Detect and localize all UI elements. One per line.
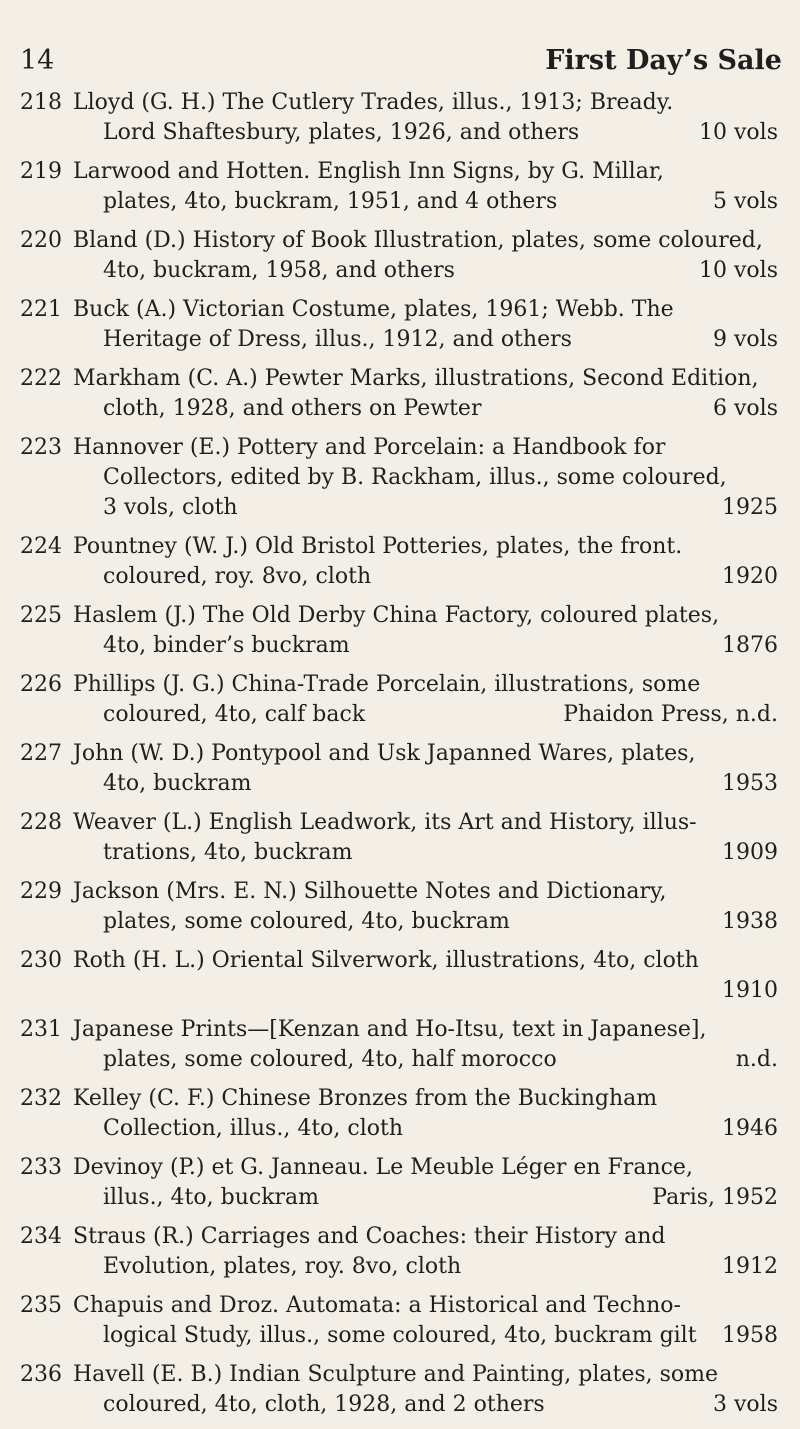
lot-details: cloth, 1928, and others on Pewter bbox=[103, 396, 482, 421]
lot-detail-line bbox=[73, 631, 778, 661]
lot-entry bbox=[0, 670, 800, 730]
lot-details: Collection, illus., 4to, cloth bbox=[103, 1116, 403, 1141]
lot-description-line: Havell (E. B.) Indian Sculpture and Painting, plates, some bbox=[73, 1362, 719, 1387]
lot-detail-line bbox=[73, 907, 778, 937]
lot-description-line: Pountney (W. J.) Old Bristol Potteries, plates, the front. bbox=[73, 534, 683, 559]
lot-description-line: Phillips (J. G.) China-Trade Porcelain, illustrations, some bbox=[73, 672, 701, 697]
page-number: 14 bbox=[20, 45, 55, 76]
lot-detail-line bbox=[73, 562, 778, 592]
lot-details: Lord Shaftesbury, plates, 1926, and others bbox=[103, 120, 580, 145]
lot-entry bbox=[0, 946, 800, 1006]
lot-details: trations, 4to, buckram bbox=[103, 840, 353, 865]
lot-number: 224 bbox=[20, 534, 62, 559]
lot-detail-line bbox=[73, 1183, 778, 1213]
lot-description-line: Larwood and Hotten. English Inn Signs, by G. Millar, bbox=[73, 159, 664, 184]
lot-description-line: Bland (D.) History of Book Illustration, plates, some coloured, bbox=[73, 228, 763, 253]
lot-number: 228 bbox=[20, 810, 62, 835]
lot-quantity: 1920 bbox=[722, 564, 778, 589]
lot-quantity: n.d. bbox=[735, 1047, 778, 1072]
lot-details: plates, some coloured, 4to, half morocco bbox=[103, 1047, 557, 1072]
lot-number: 233 bbox=[20, 1155, 62, 1180]
lot-entry bbox=[0, 1153, 800, 1213]
lot-detail-line bbox=[73, 838, 778, 868]
lot-entry bbox=[0, 88, 800, 148]
page-header bbox=[0, 0, 800, 80]
lot-details: 4to, buckram bbox=[103, 771, 252, 796]
lot-entry bbox=[0, 1015, 800, 1075]
lot-number: 230 bbox=[20, 948, 62, 973]
lot-detail-line bbox=[73, 325, 778, 355]
lot-details: 4to, buckram, 1958, and others bbox=[103, 258, 455, 283]
lot-detail-line bbox=[73, 493, 778, 523]
lot-details: coloured, roy. 8vo, cloth bbox=[103, 564, 372, 589]
lot-details: plates, some coloured, 4to, buckram bbox=[103, 909, 510, 934]
lot-number: 235 bbox=[20, 1293, 62, 1318]
lot-description-line: Collectors, edited by B. Rackham, illus., some coloured, bbox=[103, 465, 727, 490]
lot-description-line: Buck (A.) Victorian Costume, plates, 1961; Webb. The bbox=[73, 297, 674, 322]
lot-detail-line bbox=[73, 1252, 778, 1282]
lot-entry bbox=[0, 1360, 800, 1420]
lot-entry bbox=[0, 226, 800, 286]
lot-detail-line bbox=[73, 256, 778, 286]
lot-number: 218 bbox=[20, 90, 62, 115]
lot-details: 4to, binder’s buckram bbox=[103, 633, 350, 658]
lot-detail-line bbox=[73, 1114, 778, 1144]
lot-number: 231 bbox=[20, 1017, 62, 1042]
lot-quantity: 1909 bbox=[722, 840, 778, 865]
lot-description-line: Kelley (C. F.) Chinese Bronzes from the Buckingham bbox=[73, 1086, 658, 1111]
lot-entry bbox=[0, 433, 800, 523]
lot-number: 229 bbox=[20, 879, 62, 904]
lot-quantity: 6 vols bbox=[713, 396, 778, 421]
lot-quantity: 1912 bbox=[722, 1254, 778, 1279]
lot-details: logical Study, illus., some coloured, 4to, buckram gilt bbox=[103, 1323, 697, 1348]
lot-entry bbox=[0, 739, 800, 799]
lot-entry bbox=[0, 1222, 800, 1282]
lot-entry bbox=[0, 157, 800, 217]
lot-detail-line bbox=[73, 769, 778, 799]
lot-number: 225 bbox=[20, 603, 62, 628]
lot-description-line: Weaver (L.) English Leadwork, its Art and History, illus- bbox=[73, 810, 697, 835]
lot-details: plates, 4to, buckram, 1951, and 4 others bbox=[103, 189, 558, 214]
lot-quantity: 1925 bbox=[722, 495, 778, 520]
lot-description-line: Haslem (J.) The Old Derby China Factory, coloured plates, bbox=[73, 603, 720, 628]
running-title: First Day’s Sale bbox=[545, 45, 782, 76]
lot-description-line: Chapuis and Droz. Automata: a Historical and Techno- bbox=[73, 1293, 681, 1318]
lot-description-line: Markham (C. A.) Pewter Marks, illustrations, Second Edition, bbox=[73, 366, 759, 391]
lot-entry bbox=[0, 601, 800, 661]
lot-description-line: Japanese Prints—[Kenzan and Ho-Itsu, text in Japanese], bbox=[73, 1017, 707, 1042]
lot-entry bbox=[0, 1291, 800, 1351]
lot-description-line: John (W. D.) Pontypool and Usk Japanned Wares, plates, bbox=[73, 741, 696, 766]
lot-detail-line bbox=[73, 1321, 778, 1351]
lot-details: 3 vols, cloth bbox=[103, 495, 238, 520]
lot-number: 223 bbox=[20, 435, 62, 460]
lot-description-line: Jackson (Mrs. E. N.) Silhouette Notes and Dictionary, bbox=[73, 879, 667, 904]
lot-entry bbox=[0, 877, 800, 937]
lot-details: illus., 4to, buckram bbox=[103, 1185, 320, 1210]
lot-quantity: 10 vols bbox=[699, 258, 778, 283]
lot-detail-line bbox=[73, 1390, 778, 1420]
lot-quantity: Phaidon Press, n.d. bbox=[563, 702, 778, 727]
lot-description-line: Roth (H. L.) Oriental Silverwork, illustrations, 4to, cloth bbox=[73, 948, 699, 973]
lot-description-line: Hannover (E.) Pottery and Porcelain: a Handbook for bbox=[73, 435, 666, 460]
lot-details: coloured, 4to, cloth, 1928, and 2 others bbox=[103, 1392, 545, 1417]
lot-quantity: 1953 bbox=[722, 771, 778, 796]
lot-detail-line bbox=[73, 118, 778, 148]
lot-number: 232 bbox=[20, 1086, 62, 1111]
lot-number: 226 bbox=[20, 672, 62, 697]
lot-detail-line bbox=[73, 394, 778, 424]
lot-number: 219 bbox=[20, 159, 62, 184]
lot-number: 222 bbox=[20, 366, 62, 391]
lot-number: 227 bbox=[20, 741, 62, 766]
lot-details: Heritage of Dress, illus., 1912, and others bbox=[103, 327, 572, 352]
lot-number: 221 bbox=[20, 297, 62, 322]
lot-description-line: Lloyd (G. H.) The Cutlery Trades, illus., 1913; Bready. bbox=[73, 90, 674, 115]
lot-quantity: 1876 bbox=[722, 633, 778, 658]
lot-quantity: 1958 bbox=[722, 1323, 778, 1348]
lot-list bbox=[0, 88, 800, 1429]
lot-quantity: 3 vols bbox=[713, 1392, 778, 1417]
lot-detail-line bbox=[73, 1045, 778, 1075]
lot-detail-line bbox=[73, 700, 778, 730]
lot-detail-line bbox=[73, 187, 778, 217]
lot-number: 236 bbox=[20, 1362, 62, 1387]
lot-quantity: 1910 bbox=[722, 978, 778, 1003]
lot-entry bbox=[0, 808, 800, 868]
lot-description-line: Devinoy (P.) et G. Janneau. Le Meuble Léger en France, bbox=[73, 1155, 693, 1180]
lot-quantity: 9 vols bbox=[713, 327, 778, 352]
lot-quantity: 1938 bbox=[722, 909, 778, 934]
lot-quantity: 10 vols bbox=[699, 120, 778, 145]
lot-description-line: Straus (R.) Carriages and Coaches: their History and bbox=[73, 1224, 666, 1249]
lot-entry bbox=[0, 532, 800, 592]
lot-entry bbox=[0, 364, 800, 424]
lot-details: coloured, 4to, calf back bbox=[103, 702, 366, 727]
lot-number: 220 bbox=[20, 228, 62, 253]
lot-quantity: 5 vols bbox=[713, 189, 778, 214]
lot-details: Evolution, plates, roy. 8vo, cloth bbox=[103, 1254, 462, 1279]
lot-number: 234 bbox=[20, 1224, 62, 1249]
lot-entry bbox=[0, 1084, 800, 1144]
lot-entry bbox=[0, 295, 800, 355]
lot-quantity: 1946 bbox=[722, 1116, 778, 1141]
lot-quantity: Paris, 1952 bbox=[652, 1185, 778, 1210]
